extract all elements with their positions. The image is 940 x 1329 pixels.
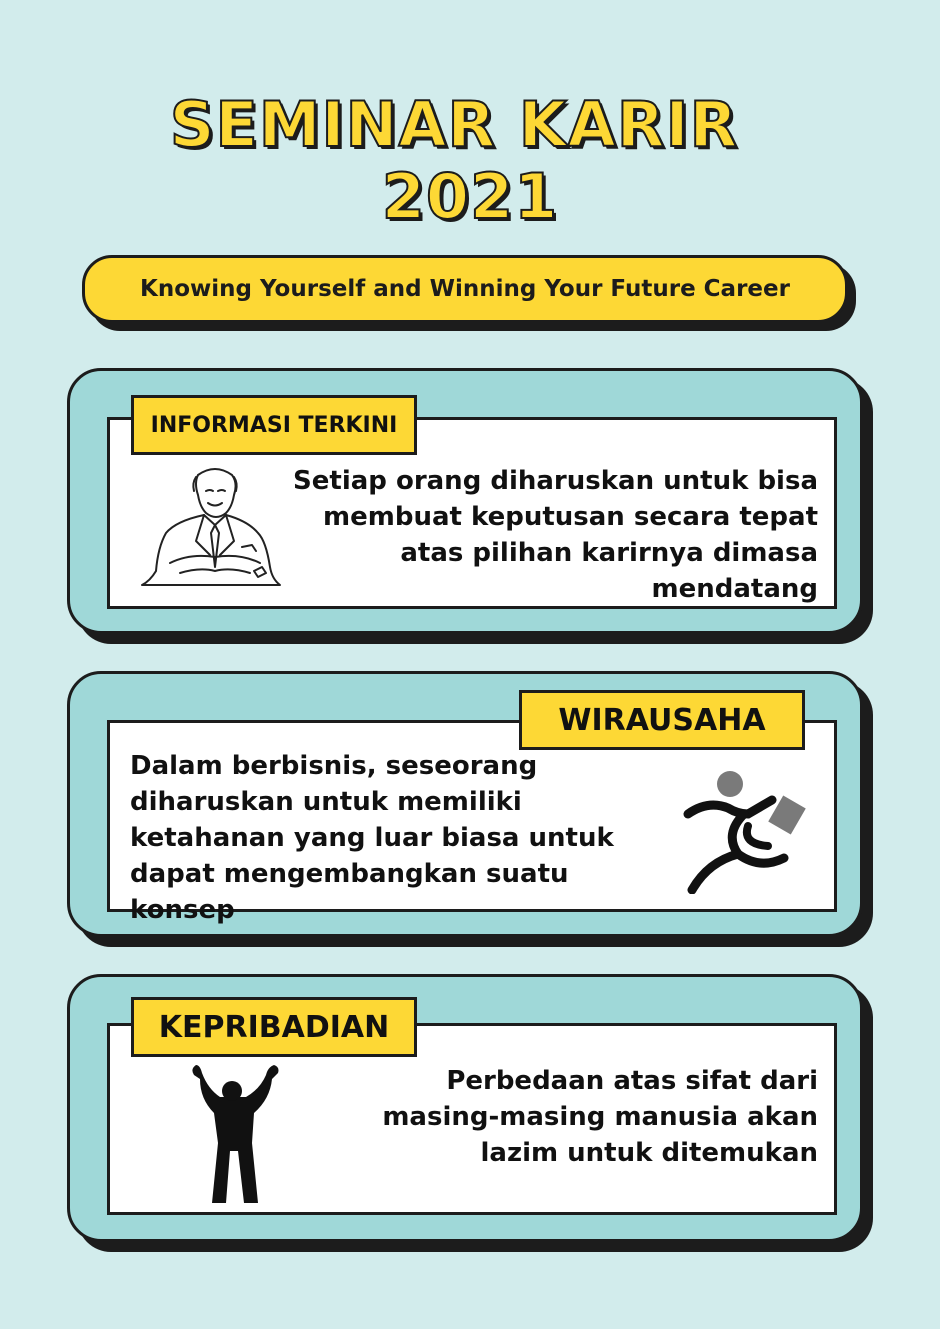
card-tag: WIRAUSAHA (519, 690, 805, 750)
victory-silhouette-icon (182, 1061, 282, 1207)
subtitle-text: Knowing Yourself and Winning Your Future Career (140, 276, 790, 302)
running-businessman-icon (682, 770, 808, 894)
card-wirausaha (67, 671, 863, 937)
card-description: Setiap orang diharuskan untuk bisa membuat keputusan secara tepat atas pilihan karirnya dimasa mendatang (293, 466, 818, 604)
title-line-1: SEMINAR KARIR (169, 88, 739, 161)
card-description: Perbedaan atas sifat dari masing-masing manusia akan lazim untuk ditemukan (382, 1066, 818, 1168)
card-informasi-terkini (67, 368, 863, 634)
card-tag: INFORMASI TERKINI (131, 395, 417, 455)
businessman-sketch-icon (140, 463, 290, 593)
card-description: Dalam berbisnis, seseorang diharuskan untuk memiliki ketahanan yang luar biasa untuk dapat mengembangkan suatu konsep (130, 751, 614, 925)
card-tag: KEPRIBADIAN (131, 997, 417, 1057)
title-line-2: 2021 (381, 160, 559, 233)
subtitle-banner (82, 255, 848, 323)
card-kepribadian (67, 974, 863, 1242)
